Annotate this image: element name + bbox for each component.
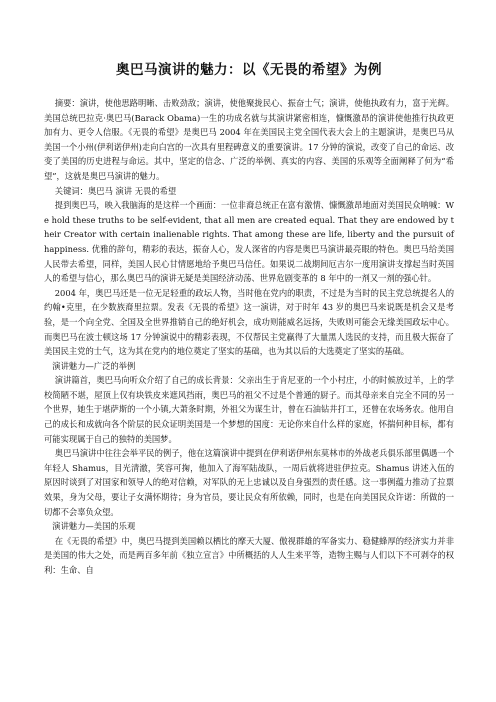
body-paragraph: 在《无畏的希望》中，奥巴马提到美国赖以栖比的摩天大厦、傲视群雄的军备实力、稳健蜂厚的经济实力并非是美国的伟大之处，而是两百多年前《独立宣言》中所概括的人人生来平等，造物主赐与人们以下不可剥夺的权利：生命、自 [44,535,454,575]
section-heading: 演讲魅力—美国的乐观 [52,521,136,532]
abstract-paragraph: 摘要：演讲，使他思路明晰、击败劲敌；演讲，使他聚拢民心、振奋士气；演讲，使他执政有力，富于光辉。美国总统巴拉克·奥巴马(Barack Obama)一生的功成名就与其演讲紧密相连，慷慨激昂的演讲使他推行执政更加有力、更令人信服。《无畏的希望》是奥巴马 2004 年在美国民主党全国代表大会上的主题演讲，是奥巴马从美国一个小州(伊利诺伊州)走向白宫的一次具有里程碑意义的重要演讲。17 分钟的演说，改变了自己的命运、改变了美国的历史进程与命运。其中，坚定的信念、广泛的举例、真实的内容、美国的乐观等全面阐释了何为“希望”，这就是奥巴马演讲的魅力。 [44,98,454,181]
body-paragraph: 奥巴马演讲中往往会举平民的例子，他在这篇演讲中提到在伊利诺伊州东莫林市的外战老兵俱乐部里偶遇一个年轻人 Shamus，目光清澈，笑容可掬，他加入了海军陆战队，一周后就将进驻伊拉克。Shamus 讲述入伍的原因时谈到了对国家和领导人的绝对信赖，对军队的无上忠诚以及自身强烈的责任感。这一事例蕴力推动了拉票效果，身为父母，要让子女满怀期待；身为官员，要让民众有所依赖，同时，也是在向美国民众许诺：所做的一切都不会辜负众望。 [44,448,454,517]
body-paragraph: 提到奥巴马，映入我脑海的是这样一个画面：一位非裔总统正在富有激情、慷慨激昂地面对美国民众呐喊：We hold these truths to be self-evident, that all men are created equal. That they are endowed by their Creator with certain inalienable rights. That among these are life, liberty and the pursuit of happiness. 优雅的辞句，精彩的表达，振奋人心，发人深省的内容是奥巴马演讲最亮眼的特色。奥巴马给美国人民带去希望，同样，美国人民心甘情愿地给予奥巴马信任。如果说二战期间厄吉尔一度用演讲支撑起当时英国人的希望与信心，那么奥巴马的演讲无疑是美国经济动荡、世界危剧变革的 8 年中的一剂又一剂的强心针。 [44,200,454,284]
body-paragraph: 2004 年，奥巴马还是一位无足轻重的政坛人物，当时他在党内的职责，不过是为当时的民主党总统提名人的约翰•克里，在少数族裔里拉票。发表《无畏的希望》这一演讲，对于时年 43 岁的奥巴马来说既是机会又是考验，是一个向全党、全国及全世界推销自己的绝好机会，成功则能威名远扬，失败则可能会无缘美国政坛中心。而奥巴马在波士顿这场 17 分钟演说中的精彩表现，不仅帮民主党赢得了大量黑人选民的支持，而且极大振奋了美国民主党的士气，这为其在党内的地位奠定了坚实的基础，也为其以后的大选奠定了坚实的基础。 [44,287,454,357]
body-paragraph: 演讲篇首，奥巴马向听众介绍了自己的成长背景：父亲出生于肯尼亚的一个小村庄，小的时候放过羊，上的学校简陋不堪，屋顶上仅有块铁皮来遮风挡雨，奥巴马的祖父不过是个普通的厨子。而其母亲来自完全不同的另一个世界，她生于堪萨斯的一个小镇,大萧条时期，外祖父为谋生计，曾在石油钻井打工，还曾在农场务农。他用自己的成长和成就向各个阶层的民众证明美国是一个梦想的国度：无论你来自什么样的家庭，怀揣何种目标，都有可能实现属于自己的独特的美国梦。 [44,375,454,444]
section-heading: 演讲魅力—广泛的举例 [52,360,136,371]
page-title: 奥巴马演讲的魅力：以《无畏的希望》为例 [116,62,382,78]
document-body [44,96,454,578]
keywords-paragraph: 关键词：奥巴马 演讲 无畏的希望 [54,185,177,196]
